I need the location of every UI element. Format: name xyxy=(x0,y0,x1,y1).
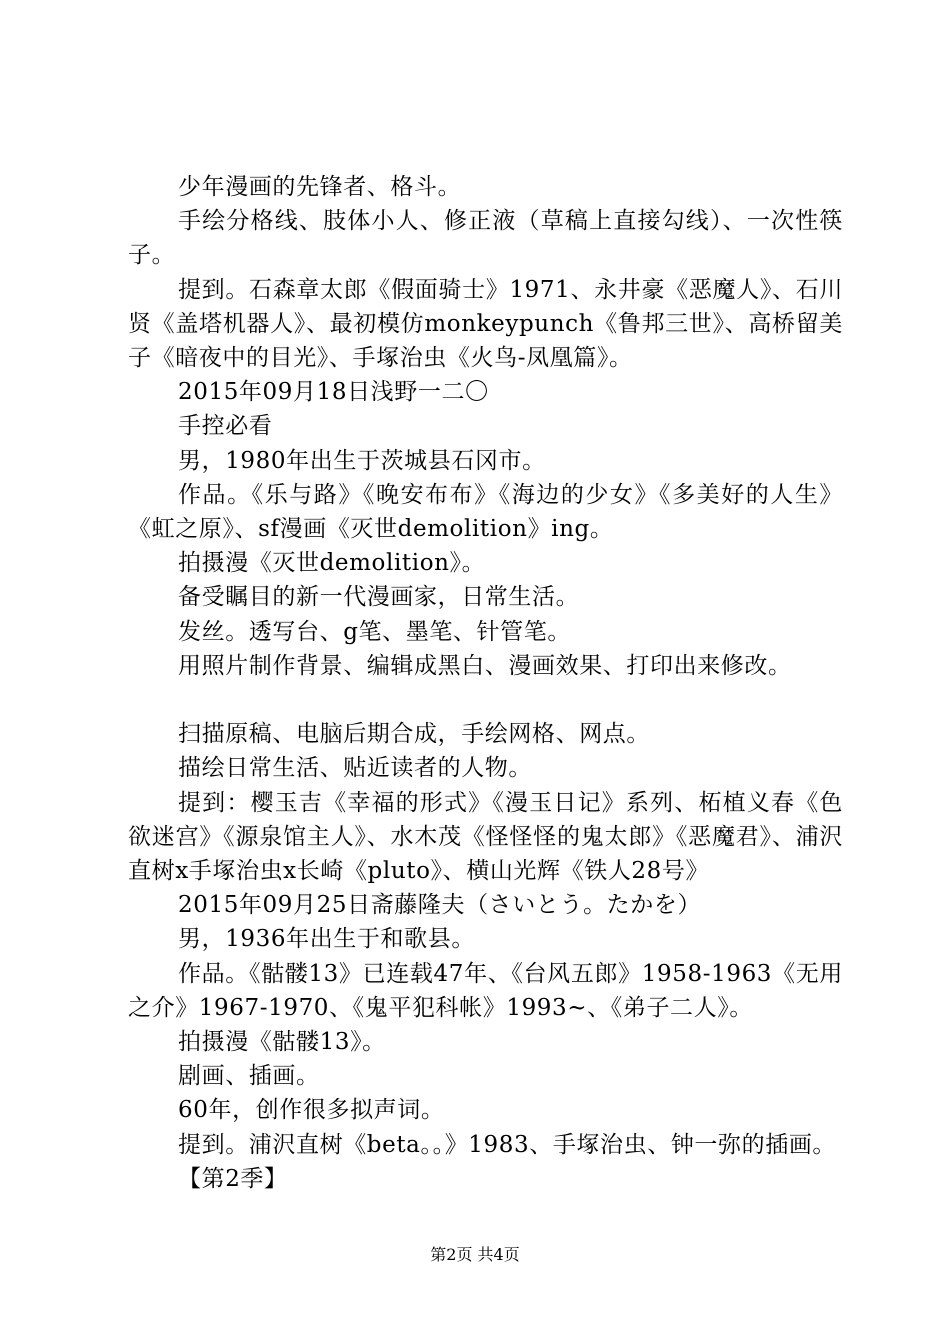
paragraph: 提到。石森章太郎《假面骑士》1971、永井豪《恶魔人》、石川贤《盖塔机器人》、最初模仿monkeypunch《鲁邦三世》、高桥留美子《暗夜中的目光》、手塚治虫《火鸟-凤凰篇》。 xyxy=(128,276,843,372)
paragraph: 作品。《乐与路》《晚安布布》《海边的少女》《多美好的人生》《虹之原》、sf漫画《灭世demolition》ing。 xyxy=(128,481,843,543)
paragraph: 扫描原稿、电脑后期合成，手绘网格、网点。 xyxy=(178,721,650,748)
paragraph: 作品。《骷髅13》已连载47年、《台风五郎》1958-1963《无用之介》1967-1970、《鬼平犯科帐》1993~、《弟子二人》。 xyxy=(128,960,843,1021)
blank-line xyxy=(128,683,843,717)
paragraph: 男，1980年出生于茨城县石冈市。 xyxy=(178,447,546,474)
paragraph: 提到：樱玉吉《幸福的形式》《漫玉日记》系列、柘植义春《色欲迷宫》《源泉馆主人》、水木茂《怪怪怪的鬼太郎》《恶魔君》、浦沢直树x手塚治虫x长崎《pluto》、横山光辉《铁人28号》 xyxy=(128,789,843,885)
document-body xyxy=(128,170,843,1196)
paragraph: 2015年09月18日浅野一二〇 xyxy=(178,379,489,406)
paragraph: 【第2季】 xyxy=(178,1165,288,1192)
page-footer: 第2页 共4页 xyxy=(430,1245,520,1264)
paragraph: 备受瞩目的新一代漫画家，日常生活。 xyxy=(178,584,580,611)
paragraph: 描绘日常生活、贴近读者的人物。 xyxy=(178,755,532,782)
paragraph: 剧画、插画。 xyxy=(178,1063,320,1090)
paragraph: 拍摄漫《灭世demolition》。 xyxy=(178,550,486,577)
paragraph: 发丝。透写台、g笔、墨笔、针管笔。 xyxy=(178,618,571,645)
paragraph: 男，1936年出生于和歌县。 xyxy=(178,926,475,953)
paragraph: 2015年09月25日斋藤隆夫（さいとう。たかを） xyxy=(178,892,702,919)
paragraph: 手绘分格线、肢体小人、修正液（草稿上直接勾线）、一次性筷子。 xyxy=(128,208,843,269)
paragraph: 提到。浦沢直树《beta。。》1983、手塚治虫、钟一弥的插画。 xyxy=(178,1131,837,1158)
paragraph: 用照片制作背景、编辑成黑白、漫画效果、打印出来修改。 xyxy=(178,652,792,679)
paragraph: 手控必看 xyxy=(178,413,273,440)
paragraph: 少年漫画的先锋者、格斗。 xyxy=(178,174,462,200)
paragraph: 拍摄漫《骷髅13》。 xyxy=(178,1029,386,1056)
paragraph: 60年，创作很多拟声词。 xyxy=(178,1097,445,1124)
